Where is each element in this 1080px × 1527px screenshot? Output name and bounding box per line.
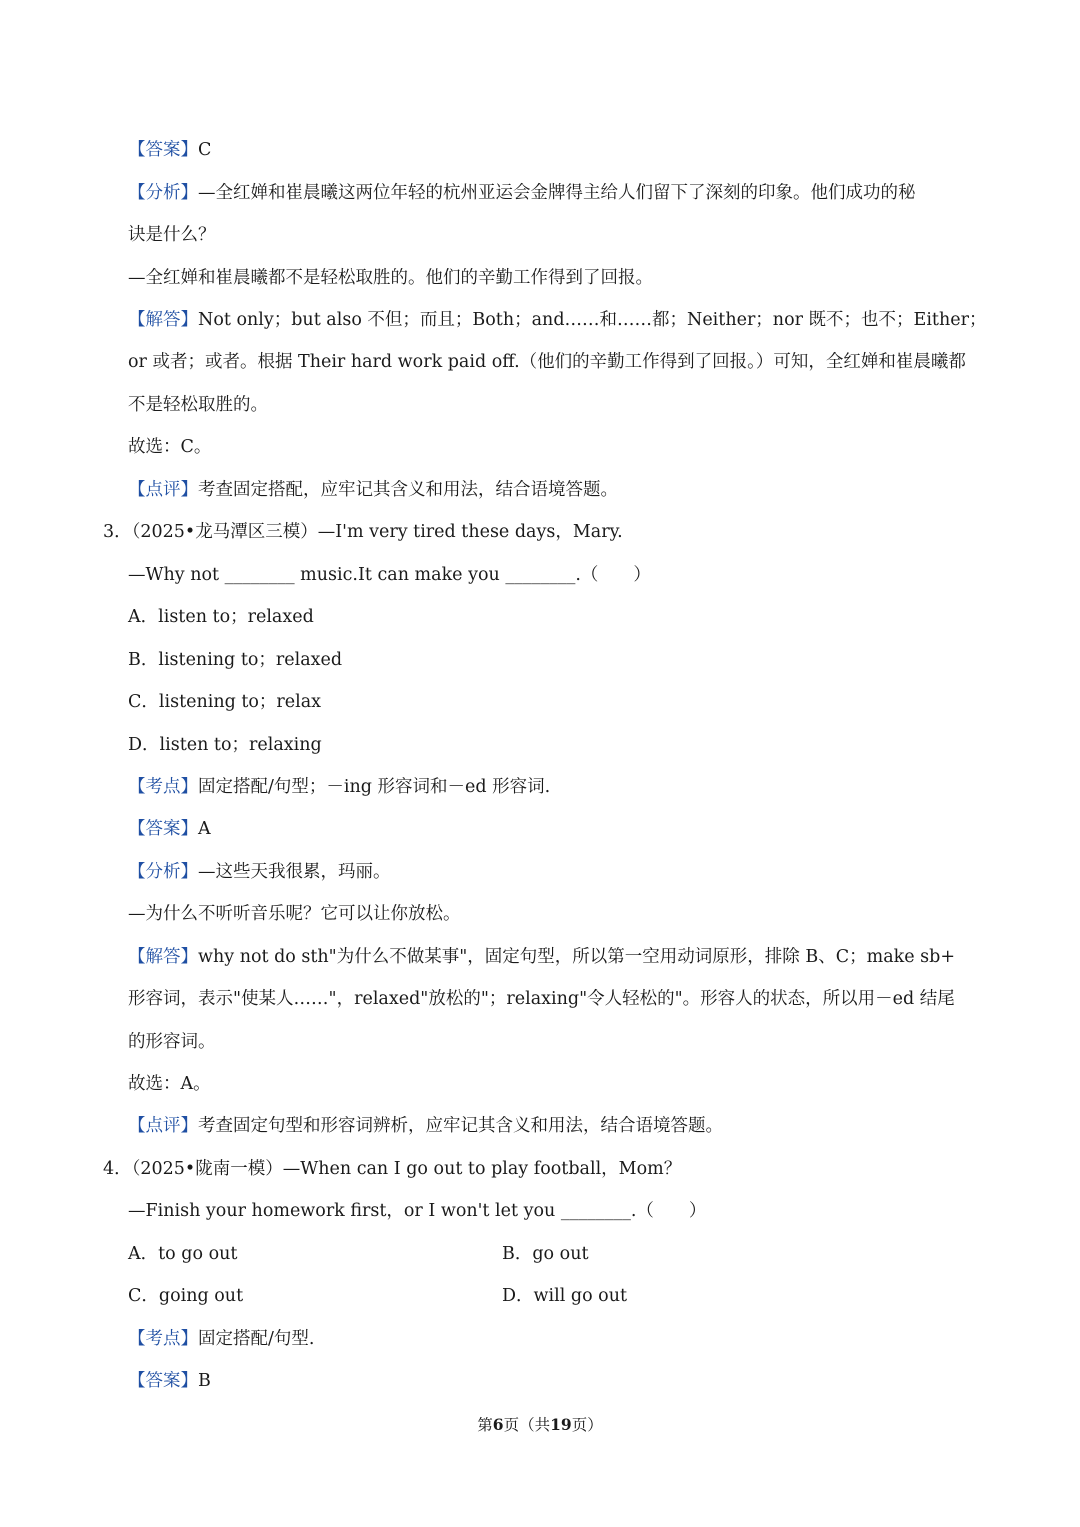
q3-option-b: B．listening to；relaxed (128, 650, 343, 670)
comment-text: 考查固定搭配，应牢记其含义和用法，结合语境答题。 (198, 480, 618, 500)
footer-post: 页） (571, 1416, 603, 1434)
q3-analysis-line-2: —为什么不听听音乐呢？它可以让你放松。 (128, 904, 461, 924)
q3-solution-line-1 (128, 945, 988, 969)
q2-comment-line (128, 478, 988, 502)
q3-option-a: A．listen to；relaxed (128, 607, 314, 627)
q3-option-d: D．listen to；relaxing (128, 735, 322, 755)
footer-total-pages: 19 (550, 1415, 572, 1434)
q4-options-row-1 (128, 1242, 988, 1266)
q2-solution-line-2: or 或者；或者。根据 Their hard work paid off.（他们的辛勤工作得到了回报。）可知，全红婵和崔晨曦都 (128, 352, 966, 372)
footer-mid: 页（共 (503, 1416, 551, 1434)
q3-stem: 3．（2025•龙马潭区三模）—I'm very tired these days，Mary. (103, 522, 623, 542)
q4-option-d: D．will go out (502, 1286, 628, 1306)
q4-stem-2: —Finish your homework first，or I won't let you ________.（ ） (128, 1201, 707, 1221)
q4-option-a: A．to go out (128, 1244, 238, 1264)
q2-solution-line-1 (128, 308, 988, 332)
q3-point-line (128, 775, 988, 799)
q3-stem-2: —Why not ________ music.It can make you ________.（ ） (128, 565, 651, 585)
q4-point-line (128, 1327, 988, 1351)
answer-value: C (198, 140, 212, 160)
q3-option-c: C．listening to；relax (128, 692, 322, 712)
q4-option-b: B．go out (502, 1244, 589, 1264)
q3-answer-line (128, 817, 988, 841)
q2-choice: 故选：C。 (128, 437, 212, 457)
solution-text: Not only；but also 不但；而且；Both；and……和……都；Neither；nor 既不；也不；Either； (198, 310, 987, 330)
point-tag: 【考点】 (128, 777, 198, 797)
q2-analysis-line-1 (128, 181, 988, 205)
q4-answer-line (128, 1369, 988, 1393)
q3-choice: 故选：A。 (128, 1074, 211, 1094)
q2-analysis-line-2: 诀是什么？ (128, 225, 216, 245)
answer-tag: 【答案】 (128, 140, 198, 160)
answer-value: B (198, 1371, 211, 1391)
q4-option-c: C．going out (128, 1286, 244, 1306)
solution-tag: 【解答】 (128, 310, 198, 330)
point-tag: 【考点】 (128, 1329, 198, 1349)
comment-text: 考查固定句型和形容词辨析，应牢记其含义和用法，结合语境答题。 (198, 1116, 723, 1136)
solution-text: why not do sth"为什么不做某事"，固定句型，所以第一空用动词原形，排除 B、C；make sb+ (198, 947, 955, 967)
answer-tag: 【答案】 (128, 819, 198, 839)
q3-comment-line (128, 1114, 988, 1138)
solution-tag: 【解答】 (128, 947, 198, 967)
q2-solution-line-3: 不是轻松取胜的。 (128, 395, 268, 415)
q3-solution-line-2: 形容词，表示"使某人……"，relaxed"放松的"；relaxing"令人轻松的"。形容人的状态，所以用－ed 结尾 (128, 989, 955, 1009)
point-text: 固定搭配/句型. (198, 1329, 315, 1349)
analysis-tag: 【分析】 (128, 183, 198, 203)
point-text: 固定搭配/句型；－ing 形容词和－ed 形容词. (198, 777, 551, 797)
q4-options-row-2 (128, 1284, 988, 1308)
analysis-tag: 【分析】 (128, 862, 198, 882)
q3-analysis-line-1 (128, 860, 988, 884)
q2-answer-line (128, 138, 988, 162)
q2-analysis-line-3: —全红婵和崔晨曦都不是轻松取胜的。他们的辛勤工作得到了回报。 (128, 268, 653, 288)
footer-pre: 第 (477, 1416, 493, 1434)
q3-solution-line-3: 的形容词。 (128, 1032, 216, 1052)
q4-stem: 4．（2025•陇南一模）—When can I go out to play football，Mom？ (103, 1159, 682, 1179)
answer-tag: 【答案】 (128, 1371, 198, 1391)
answer-value: A (198, 819, 211, 839)
analysis-text: —这些天我很累，玛丽。 (198, 862, 391, 882)
comment-tag: 【点评】 (128, 1116, 198, 1136)
analysis-text: —全红婵和崔晨曦这两位年轻的杭州亚运会金牌得主给人们留下了深刻的印象。他们成功的秘 (198, 183, 916, 203)
comment-tag: 【点评】 (128, 480, 198, 500)
footer-page-number: 6 (492, 1415, 504, 1434)
page-footer (0, 1414, 1080, 1436)
